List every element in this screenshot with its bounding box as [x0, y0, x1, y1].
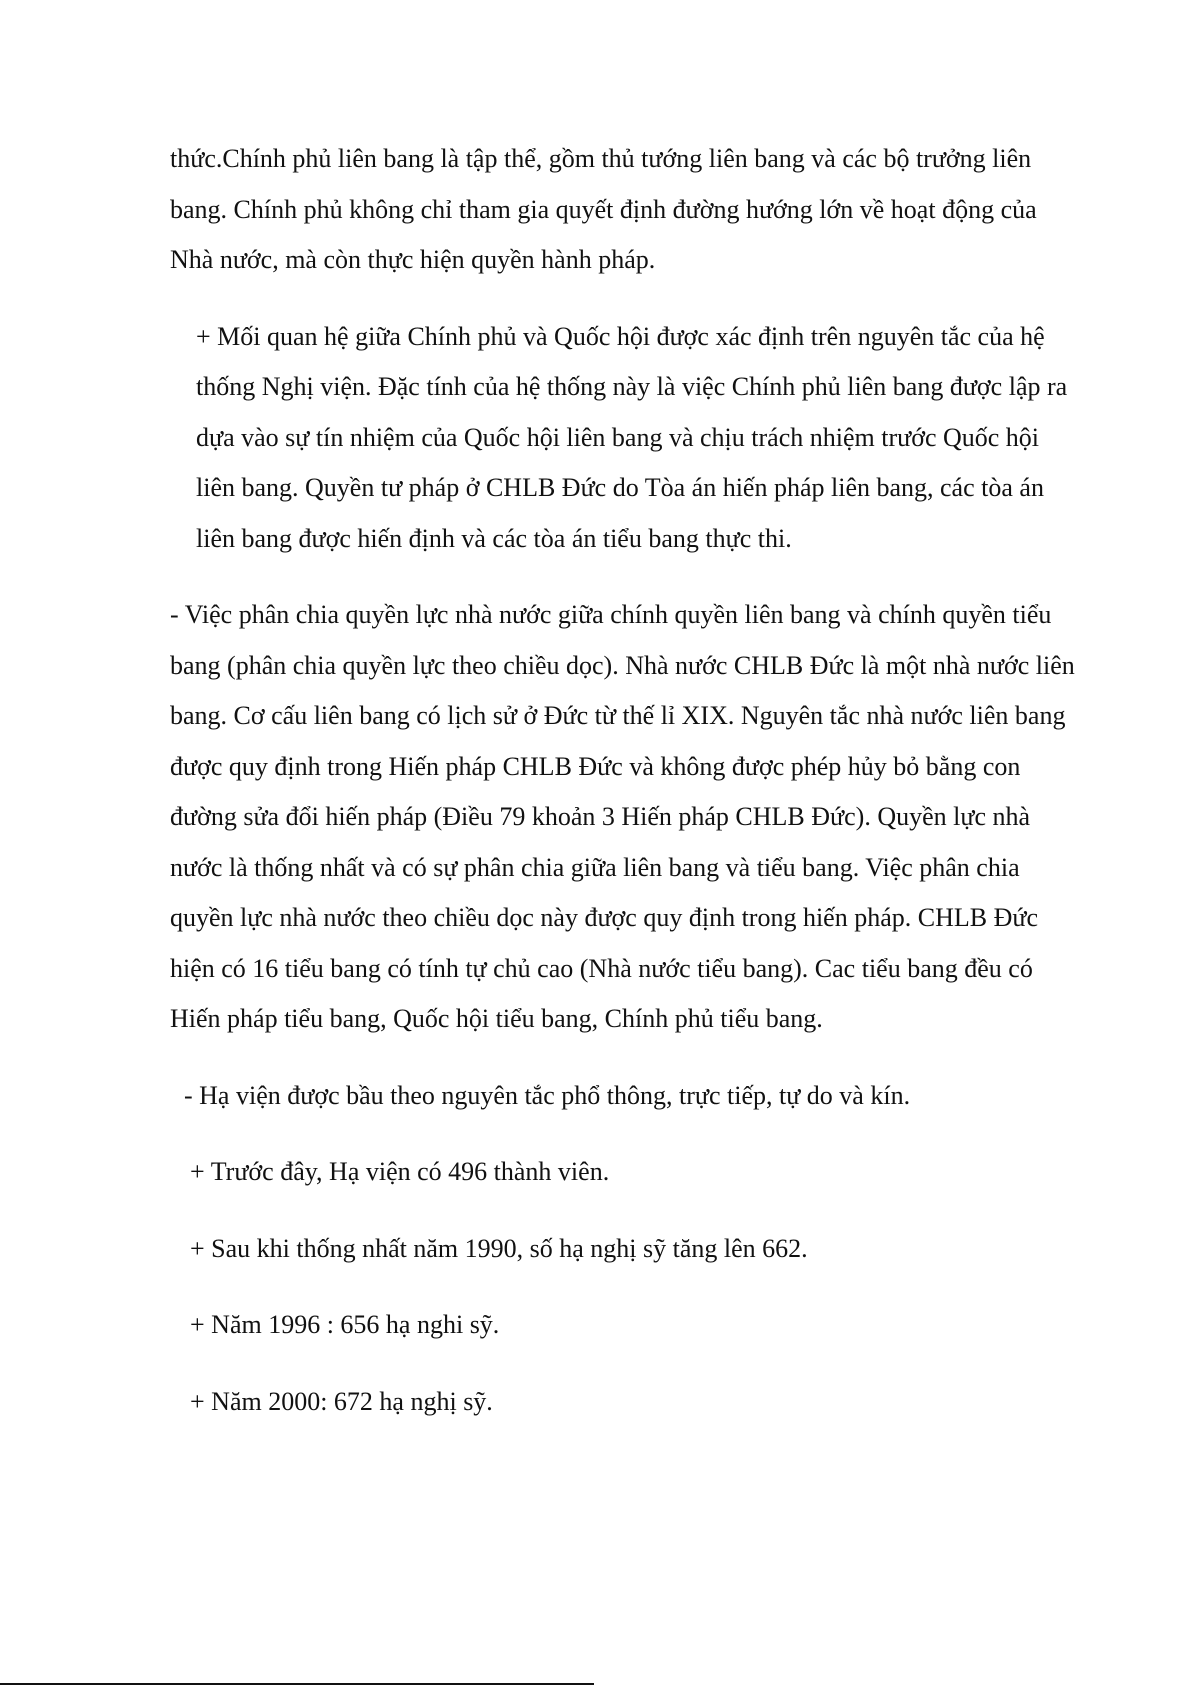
paragraph-government-parliament-relation: + Mối quan hệ giữa Chính phủ và Quốc hội được xác định trên nguyên tắc của hệ thống Nghị viện. Đặc tính của hệ thống này là việc Chính phủ liên bang được lập ra dựa vào sự tín nhiệm của Quốc hội liên bang và chịu trách nhiệm trước Quốc hội liên bang. Quyền tư pháp ở CHLB Đức do Tòa án hiến pháp liên bang, các tòa án liên bang được hiến định và các tòa án tiểu bang thực thi.	[196, 321, 1068, 553]
paragraph-lower-house-election: - Hạ viện được bầu theo nguyên tắc phổ thông, trực tiếp, tự do và kín.	[184, 1080, 911, 1110]
list-item-lower-house-members-1990: + Sau khi thống nhất năm 1990, số hạ nghị sỹ tăng lên 662.	[190, 1233, 808, 1263]
document-body	[170, 134, 1080, 1453]
list-item-lower-house-members-2000: + Năm 2000: 672 hạ nghị sỹ.	[190, 1386, 493, 1416]
list-item-lower-house-members-1996: + Năm 1996 : 656 hạ nghi sỹ.	[190, 1310, 500, 1339]
paragraph-government-composition: thức.Chính phủ liên bang là tập thể, gồm thủ tướng liên bang và các bộ trưởng liên bang. Chính phủ không chỉ tham gia quyết định đường hướng lớn về hoạt động của Nhà nước, mà còn thực hiện quyền hành pháp.	[170, 144, 1037, 274]
list-item-lower-house-members-before: + Trước đây, Hạ viện có 496 thành viên.	[190, 1157, 610, 1186]
paragraph-vertical-power-division: - Việc phân chia quyền lực nhà nước giữa chính quyền liên bang và chính quyền tiểu bang (phân chia quyền lực theo chiều dọc). Nhà nước CHLB Đức là một nhà nước liên bang. Cơ cấu liên bang có lịch sử ở Đức từ thế lỉ XIX. Nguyên tắc nhà nước liên bang được quy định trong Hiến pháp CHLB Đức và không được phép hủy bỏ bằng con đường sửa đổi hiến pháp (Điều 79 khoản 3 Hiến pháp CHLB Đức). Quyền lực nhà nước là thống nhất và có sự phân chia giữa liên bang và tiểu bang. Việc phân chia quyền lực nhà nước theo chiều dọc này được quy định trong hiến pháp. CHLB Đức hiện có 16 tiểu bang có tính tự chủ cao (Nhà nước tiểu bang). Cac tiểu bang đều có Hiến pháp tiểu bang, Quốc hội tiểu bang, Chính phủ tiểu bang.	[170, 600, 1075, 1033]
